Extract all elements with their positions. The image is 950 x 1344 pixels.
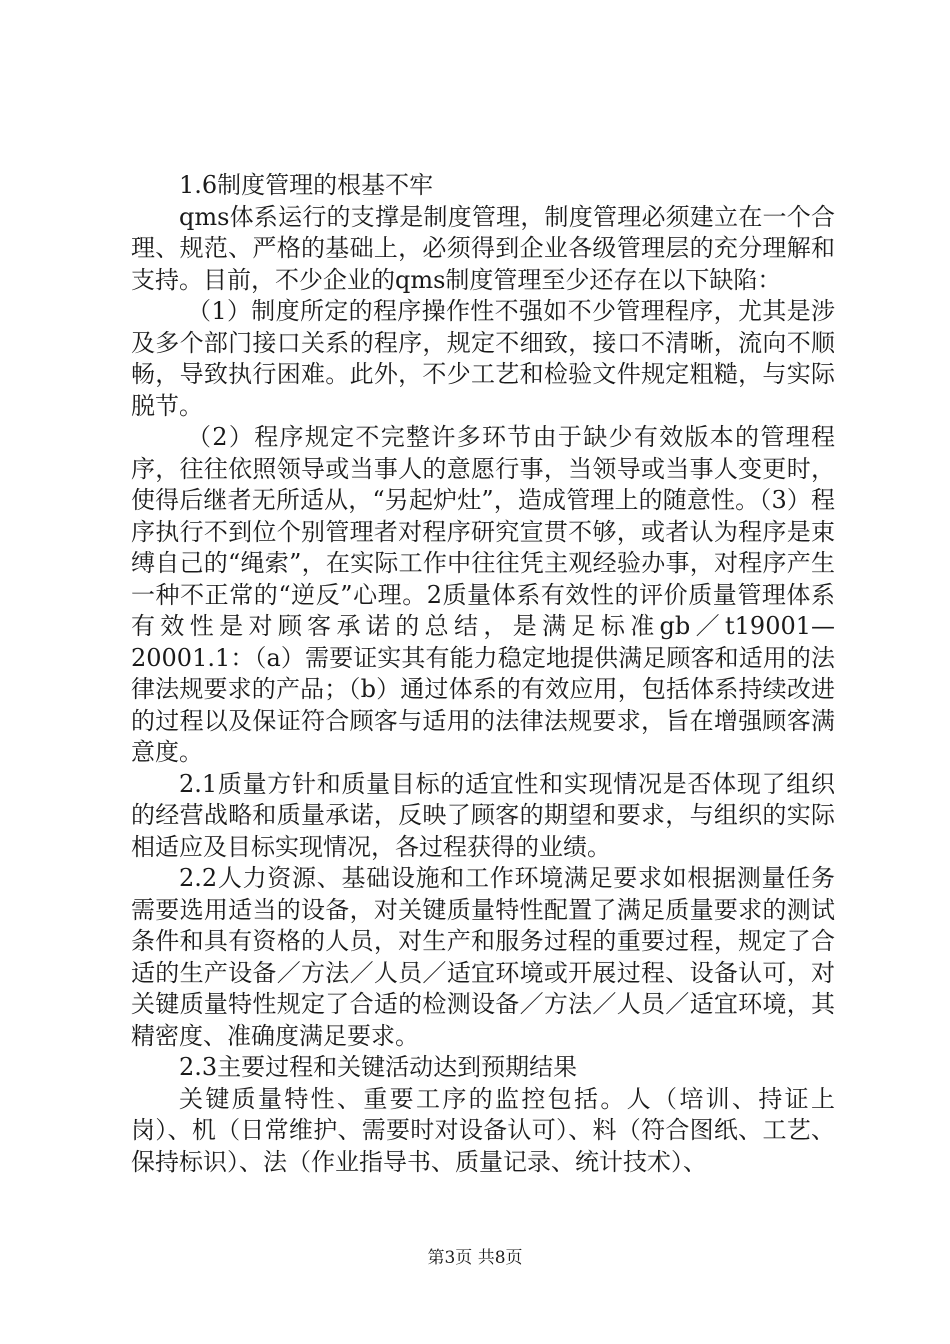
paragraph-defect-2-3: （2）程序规定不完整许多环节由于缺少有效版本的管理程序，往往依照领导或当事人的意愿行事，当领导或当事人变更时，使得后继者无所适从，“另起炉灶”，造成管理上的随意性。（3）程序执行不到位个别管理者对程序研究宣贯不够，或者认为程序是束缚自己的“绳索”，在实际工作中往往凭主观经验办事，对程序产生一种不正常的“逆反”心理。2质量体系有效性的评价质量管理体系有效性是对顾客承诺的总结，是满足标准gb／t19001—20001.1：（a）需要证实其有能力稳定地提供满足顾客和适用的法律法规要求的产品；（b）通过体系的有效应用，包括体系持续改进的过程以及保证符合顾客与适用的法律法规要求，旨在增强顾客满意度。 bbox=[131, 423, 835, 766]
paragraph-2-2: 2.2人力资源、基础设施和工作环境满足要求如根据测量任务需要选用适当的设备，对关键质量特性配置了满足质量要求的测试条件和具有资格的人员，对生产和服务过程的重要过程，规定了合适的生产设备／方法／人员／适宜环境或开展过程、设备认可，对关键质量特性规定了合适的检测设备／方法／人员／适宜环境，其精密度、准确度满足要求。 bbox=[131, 864, 835, 1050]
page-footer: 第3页 共8页 bbox=[427, 1248, 523, 1268]
paragraph-qms-intro: qms体系运行的支撑是制度管理，制度管理必须建立在一个合理、规范、严格的基础上，必须得到企业各级管理层的充分理解和支持。目前，不少企业的qms制度管理至少还存在以下缺陷： bbox=[131, 202, 835, 294]
paragraph-defect-1: （1）制度所定的程序操作性不强如不少管理程序，尤其是涉及多个部门接口关系的程序，规定不细致，接口不清晰，流向不顺畅，导致执行困难。此外，不少工艺和检验文件规定粗糙，与实际脱节。 bbox=[131, 297, 835, 420]
paragraph-monitoring: 关键质量特性、重要工序的监控包括。人（培训、持证上岗）、机（日常维护、需要时对设备认可）、料（符合图纸、工艺、保持标识）、法（作业指导书、质量记录、统计技术）、 bbox=[131, 1084, 835, 1176]
document-body bbox=[131, 170, 835, 1178]
section-heading-2-3: 2.3主要过程和关键活动达到预期结果 bbox=[179, 1053, 578, 1081]
paragraph-2-1: 2.1质量方针和质量目标的适宜性和实现情况是否体现了组织的经营战略和质量承诺，反映了顾客的期望和要求，与组织的实际相适应及目标实现情况，各过程获得的业绩。 bbox=[131, 769, 835, 861]
section-heading-1-6: 1.6制度管理的根基不牢 bbox=[179, 171, 434, 199]
